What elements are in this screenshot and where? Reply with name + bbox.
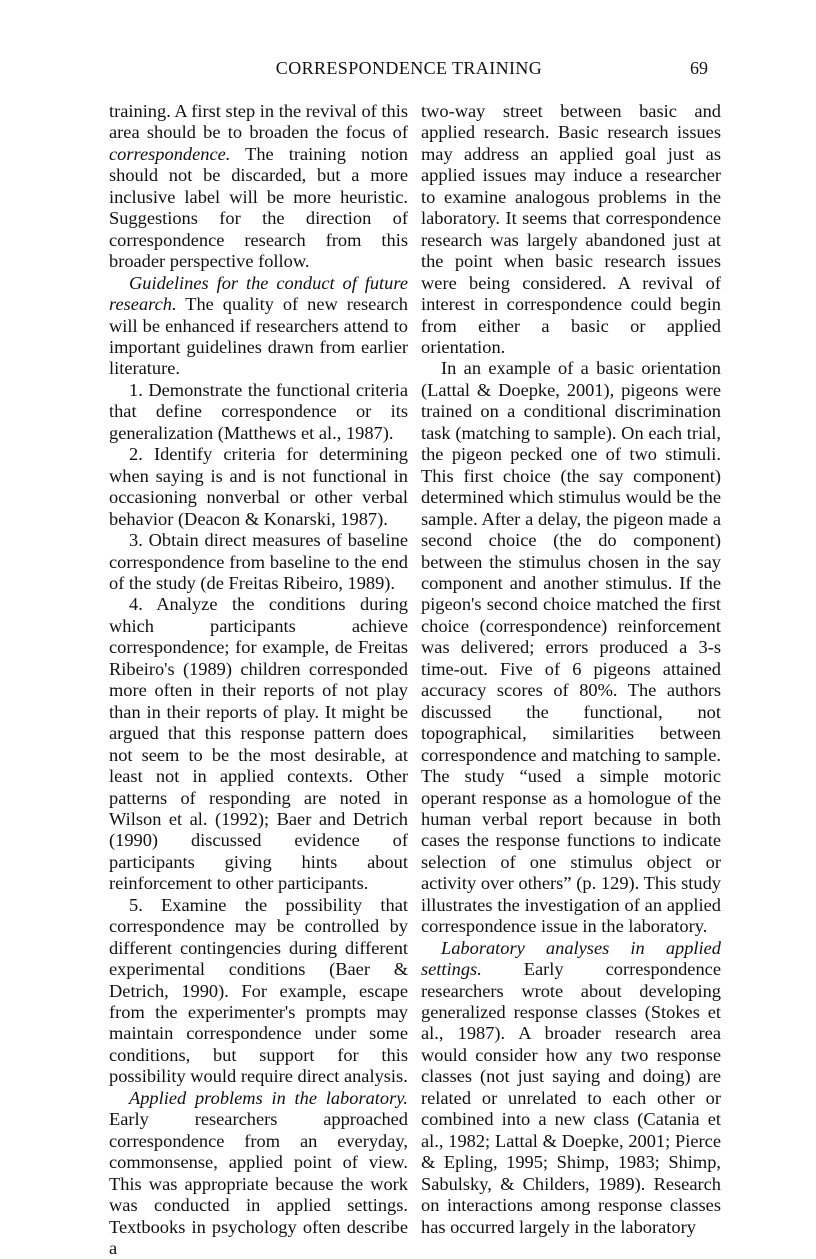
list-item: 2. Identify criteria for determining when saying is and is not functional in occasioning nonverbal or other verbal behavior (Deacon & Konarski, 1987).	[109, 444, 408, 529]
section-heading: Guidelines for the conduct of future research.	[109, 272, 408, 315]
left-column	[109, 101, 408, 1259]
paragraph-text: Early correspondence researchers wrote about developing generalized response classes (Stokes et al., 1987). A broader research area would consider how any two response classes (not just saying and doing) are related or unrelated to each other or combined into a new class (Catania et al., 1982; Lattal & Doepke, 2001; Pierce & Epling, 1995; Shimp, 1983; Shimp, Sabulsky, & Childers, 1989). Research on interactions among response classes has occurred largely in the laboratory	[421, 959, 721, 1237]
emphasis-term: correspondence.	[109, 143, 231, 164]
paragraph-laboratory-analyses	[421, 938, 721, 1238]
section-heading: Laboratory analyses in applied settings.	[421, 937, 721, 980]
paragraph-intro	[109, 101, 408, 273]
right-column	[421, 101, 721, 1238]
paragraph-guidelines	[109, 273, 408, 380]
list-item: 1. Demonstrate the functional criteria that define correspondence or its generalization (Matthews et al., 1987).	[109, 379, 408, 443]
paragraph-continued: two-way street between basic and applied research. Basic research issues may address an applied goal just as applied issues may induce a researcher to examine analogous problems in the laboratory. It seems that correspondence research was largely abandoned just at the point when basic research issues were being considered. A revival of interest in correspondence could begin from either a basic or applied orientation.	[421, 101, 721, 357]
section-heading: Applied problems in the laboratory.	[129, 1087, 408, 1108]
paragraph-text: The training notion should not be discarded, but a more inclusive label will be more heuristic. Suggestions for the direction of correspondence research from this broader perspective follow.	[109, 143, 408, 272]
paragraph-text: Early researchers approached correspondence from an everyday, commonsense, applied point of view. This was appropriate because the work was conducted in applied settings. Textbooks in psychology often describe a	[109, 1109, 408, 1259]
list-item: 4. Analyze the conditions during which participants achieve correspondence; for example, de Freitas Ribeiro's (1989) children corresponded more often in their reports of not play than in their reports of play. It might be argued that this response pattern does not seem to be the most desirable, at least not in applied contexts. Other patterns of responding are noted in Wilson et al. (1992); Baer and Detrich (1990) discussed evidence of participants giving hints about reinforcement to other participants.	[109, 594, 408, 894]
paragraph-basic-orientation: In an example of a basic orientation (Lattal & Doepke, 2001), pigeons were trained on a conditional discrimination task (matching to sample). On each trial, the pigeon pecked one of two stimuli. This first choice (the say component) determined which stimulus would be the sample. After a delay, the pigeon made a second choice (the do component) between the stimulus chosen in the say component and another stimulus. If the pigeon's second choice matched the first choice (correspondence) reinforcement was delivered; errors produced a 3-s time-out. Five of 6 pigeons attained accuracy scores of 80%. The authors discussed the functional, not topographical, similarities between correspondence and matching to sample. The study “used a simple motoric operant response as a homologue of the human verbal report because in both cases the response functions to indicate selection of one stimulus object or activity over others” (p. 129). This study illustrates the investigation of an applied correspondence issue in the laboratory.	[421, 358, 721, 937]
page-header	[110, 58, 708, 84]
paragraph-applied-problems	[109, 1088, 408, 1259]
list-item: 3. Obtain direct measures of baseline correspondence from baseline to the end of the study (de Freitas Ribeiro, 1989).	[109, 530, 408, 593]
list-item: 5. Examine the possibility that correspondence may be controlled by different contingencies during different experimental conditions (Baer & Detrich, 1990). For example, escape from the experimenter's prompts may maintain correspondence under some conditions, but support for this possibility would require direct analysis.	[109, 894, 408, 1087]
paragraph-text: The quality of new research will be enhanced if researchers attend to important guidelines drawn from earlier literature.	[109, 294, 408, 379]
paragraph-text: training. A first step in the revival of this area should be to broaden the focus of	[109, 101, 408, 143]
page-number: 69	[690, 58, 708, 78]
running-head: CORRESPONDENCE TRAINING	[275, 58, 543, 78]
